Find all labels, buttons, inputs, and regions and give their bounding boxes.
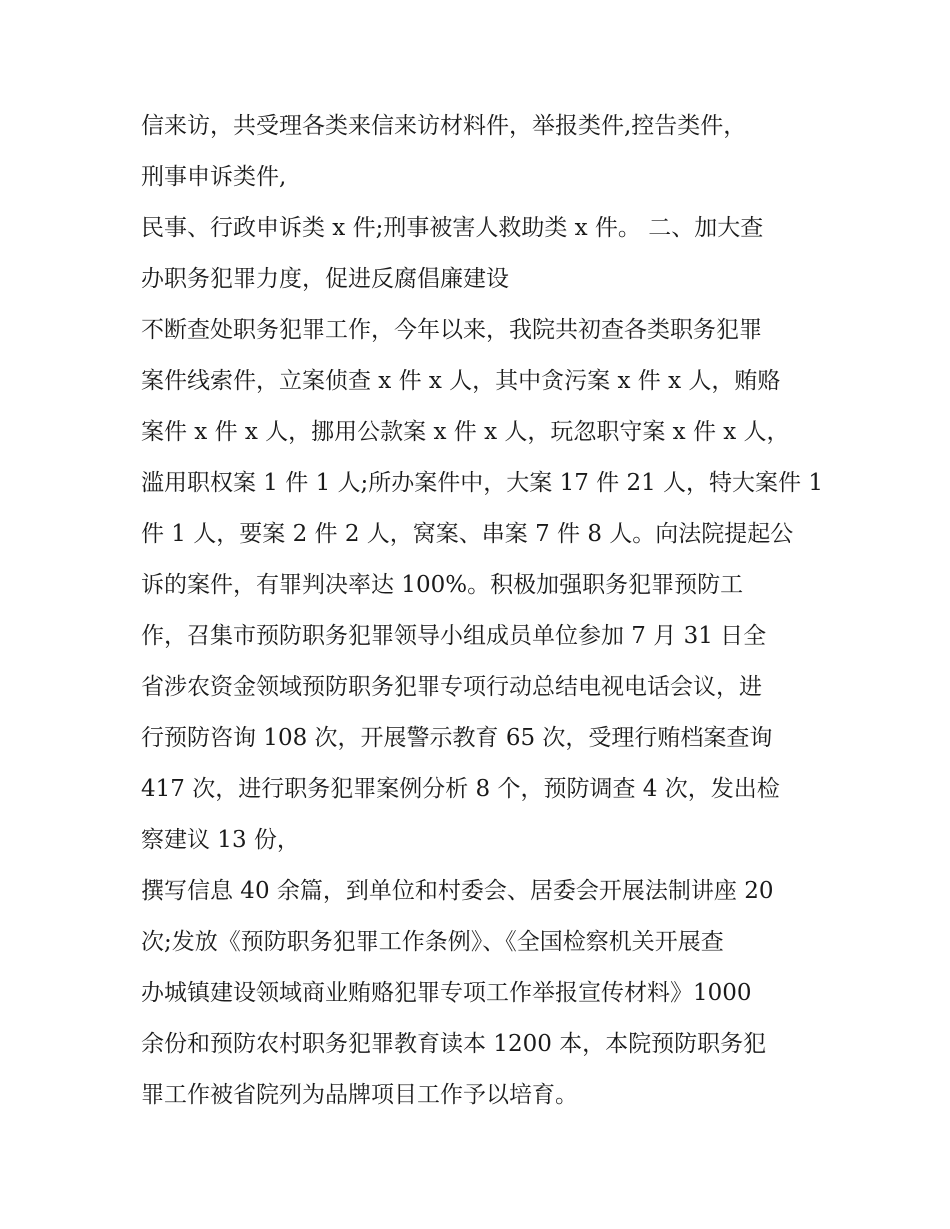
text-line-3: 民事、行政申诉类 x 件;刑事被害人救助类 x 件。 二、加大查 — [141, 215, 764, 241]
text-line-8: 滥用职权案 1 件 1 人;所办案件中，大案 17 件 21 人，特大案件 1 — [141, 470, 823, 496]
text-line-11: 作，召集市预防职务犯罪领导小组成员单位参加 7 月 31 日全 — [141, 623, 767, 649]
text-line-17: 次;发放《预防职务犯罪工作条例》、《全国检察机关开展查 — [141, 929, 724, 955]
text-line-15: 察建议 13 份， — [141, 827, 300, 853]
body-text — [141, 101, 821, 1121]
text-line-4: 办职务犯罪力度，促进反腐倡廉建设 — [141, 266, 509, 292]
text-line-10: 诉的案件，有罪判决率达 100%。积极加强职务犯罪预防工 — [141, 572, 744, 598]
text-line-9: 件 1 人，要案 2 件 2 人，窝案、串案 7 件 8 人。向法院提起公 — [141, 521, 794, 547]
text-line-1: 信来访，共受理各类来信来访材料件，举报类件,控告类件， — [141, 113, 747, 139]
text-line-2: 刑事申诉类件, — [141, 164, 287, 190]
text-line-13: 行预防咨询 108 次，开展警示教育 65 次，受理行贿档案查询 — [141, 725, 773, 751]
text-line-20: 罪工作被省院列为品牌项目工作予以培育。 — [141, 1082, 578, 1108]
text-line-14: 417 次，进行职务犯罪案例分析 8 个，预防调查 4 次，发出检 — [141, 776, 780, 802]
text-line-5: 不断查处职务犯罪工作，今年以来，我院共初查各类职务犯罪 — [141, 317, 762, 343]
text-line-7: 案件 x 件 x 人，挪用公款案 x 件 x 人，玩忽职守案 x 件 x 人， — [141, 419, 790, 445]
text-line-16: 撰写信息 40 余篇，到单位和村委会、居委会开展法制讲座 20 — [141, 878, 774, 904]
text-line-19: 余份和预防农村职务犯罪教育读本 1200 本，本院预防职务犯 — [141, 1031, 767, 1057]
text-line-18: 办城镇建设领域商业贿赂犯罪专项工作举报宣传材料》1000 — [141, 980, 752, 1006]
text-line-12: 省涉农资金领域预防职务犯罪专项行动总结电视电话会议，进 — [141, 674, 762, 700]
text-line-6: 案件线索件，立案侦查 x 件 x 人，其中贪污案 x 件 x 人，贿赂 — [141, 368, 781, 394]
